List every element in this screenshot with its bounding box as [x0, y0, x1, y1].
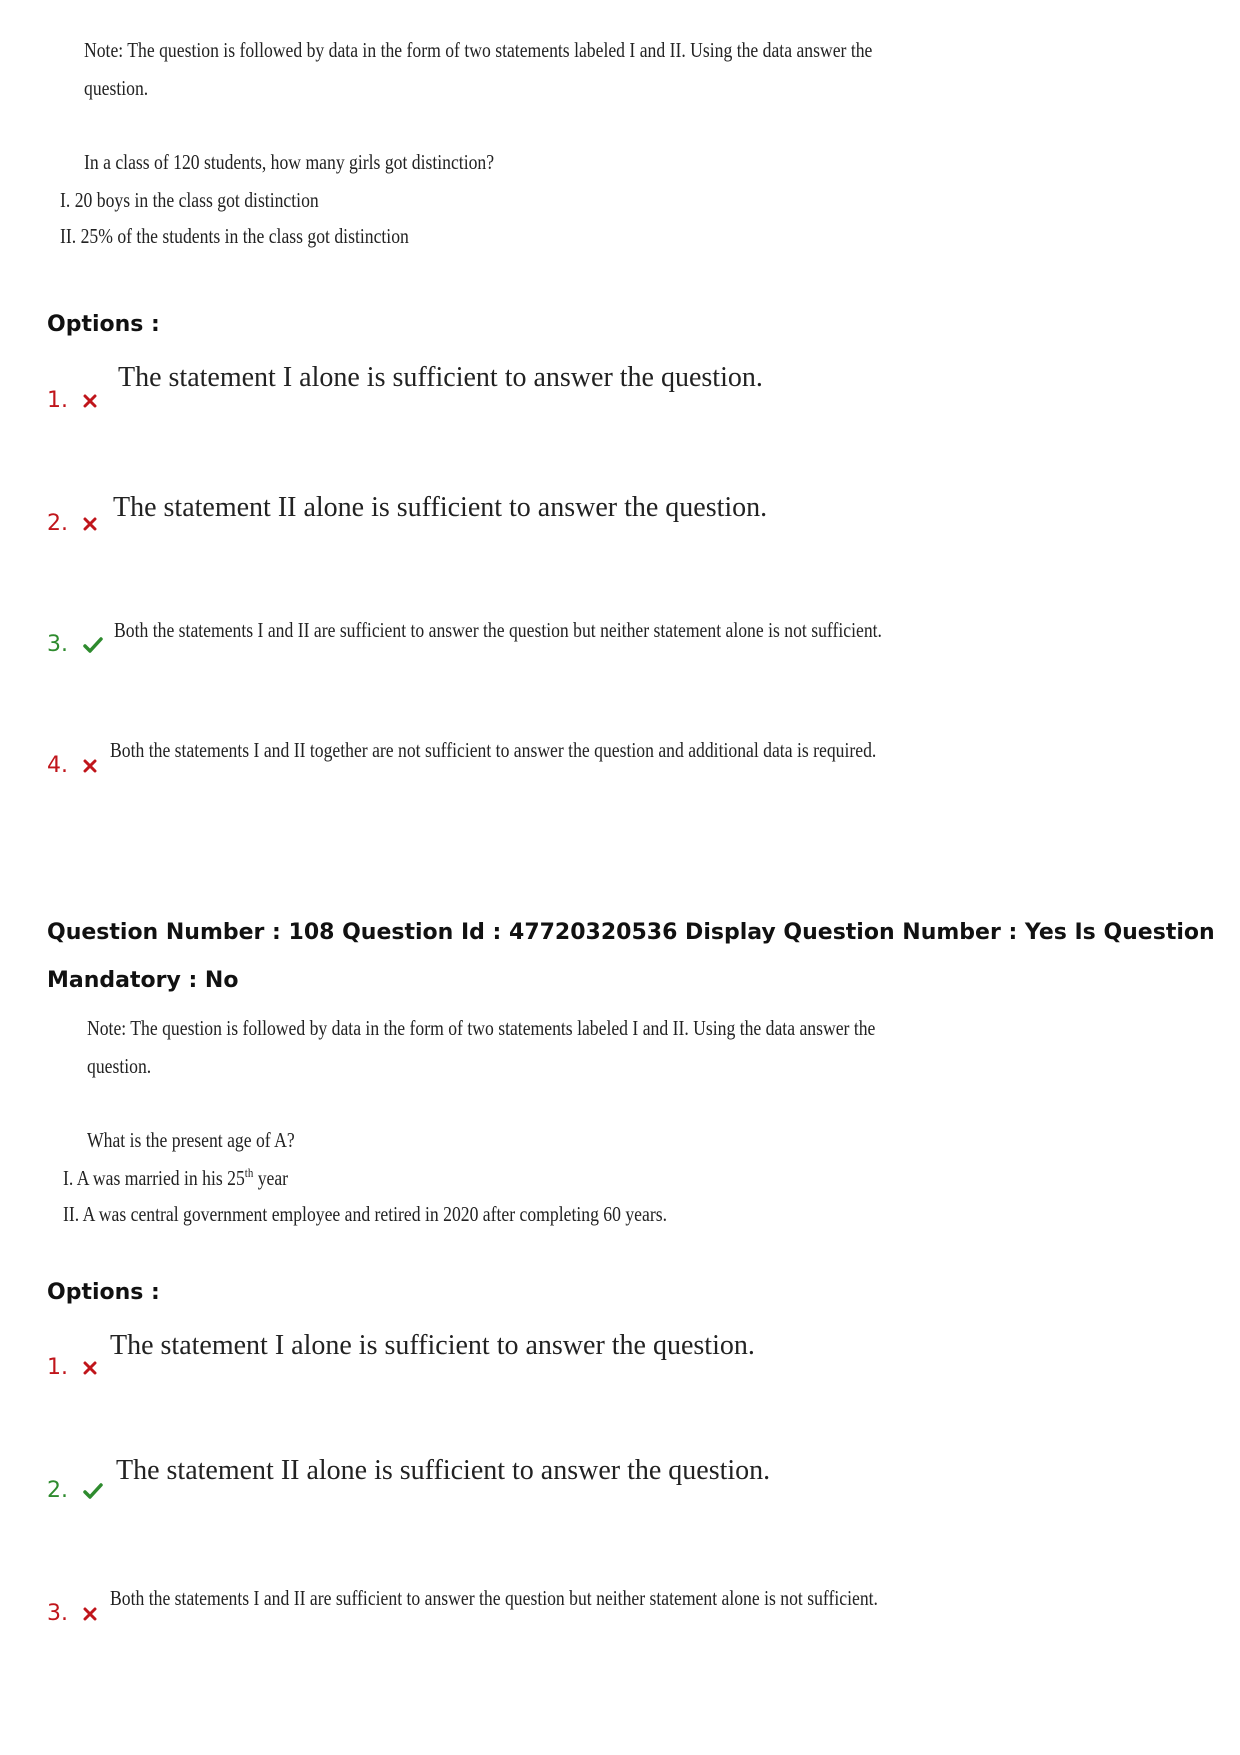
statement-label: II. [63, 1202, 80, 1226]
q108-header-line-1: Question Number : 108 Question Id : 47720320536 Display Question Number : Yes Is Question [47, 920, 1215, 945]
q107-option-2-text: The statement II alone is sufficient to answer the question. [113, 492, 768, 523]
q107-options-label: Options : [47, 312, 160, 337]
statement-text: 25% of the students in the class got distinction [80, 224, 409, 248]
q107-note: Note: The question is followed by data in the form of two statements labeled I and II. Using the data answer the [84, 38, 873, 62]
q107-option-1-number: 1. [47, 388, 97, 413]
q107-option-3-text: Both the statements I and II are sufficient to answer the question but neither statement alone is not sufficient. [114, 618, 882, 642]
q107-question-text: In a class of 120 students, how many girls got distinction? [84, 150, 495, 174]
statement-text: 20 boys in the class got distinction [74, 188, 319, 212]
statement-label: I. [63, 1166, 74, 1190]
cross-icon [83, 1361, 97, 1375]
q107-option-1-text: The statement I alone is sufficient to answer the question. [118, 362, 763, 393]
q108-note-cont: question. [87, 1054, 152, 1078]
q108-header-line-2: Mandatory : No [47, 968, 239, 993]
statement-text-after: year [253, 1166, 289, 1190]
q108-option-2-text: The statement II alone is sufficient to answer the question. [116, 1455, 771, 1486]
cross-icon [83, 517, 97, 531]
check-icon [83, 1483, 103, 1499]
cross-icon [83, 394, 97, 408]
statement-superscript: th [244, 1165, 254, 1180]
q108-option-3-text: Both the statements I and II are sufficient to answer the question but neither statement alone is not sufficient. [110, 1586, 878, 1610]
q108-option-3-number: 3. [47, 1601, 97, 1626]
q107-statement-2 [60, 224, 409, 249]
statement-label: II. [60, 224, 77, 248]
q108-question-text: What is the present age of A? [87, 1128, 295, 1152]
q107-option-4-number: 4. [47, 753, 97, 778]
q108-note: Note: The question is followed by data in the form of two statements labeled I and II. Using the data answer the [87, 1016, 876, 1040]
statement-text: A was married in his 25 [76, 1166, 245, 1190]
q107-note-cont: question. [84, 76, 149, 100]
cross-icon [83, 759, 97, 773]
q108-option-1-number: 1. [47, 1355, 97, 1380]
q108-options-label: Options : [47, 1280, 160, 1305]
q108-statement-1 [63, 1166, 288, 1191]
statement-label: I. [60, 188, 71, 212]
q107-option-2-number: 2. [47, 511, 97, 536]
q108-option-1-text: The statement I alone is sufficient to answer the question. [110, 1330, 755, 1361]
q107-statement-1 [60, 188, 319, 213]
statement-text: A was central government employee and retired in 2020 after completing 60 years. [82, 1202, 667, 1226]
check-icon [83, 637, 103, 653]
q108-option-2-number: 2. [47, 1478, 103, 1503]
q107-option-4-text: Both the statements I and II together are not sufficient to answer the question and additional data is required. [110, 738, 877, 762]
cross-icon [83, 1607, 97, 1621]
q107-option-3-number: 3. [47, 632, 103, 657]
q108-statement-2 [63, 1202, 667, 1227]
